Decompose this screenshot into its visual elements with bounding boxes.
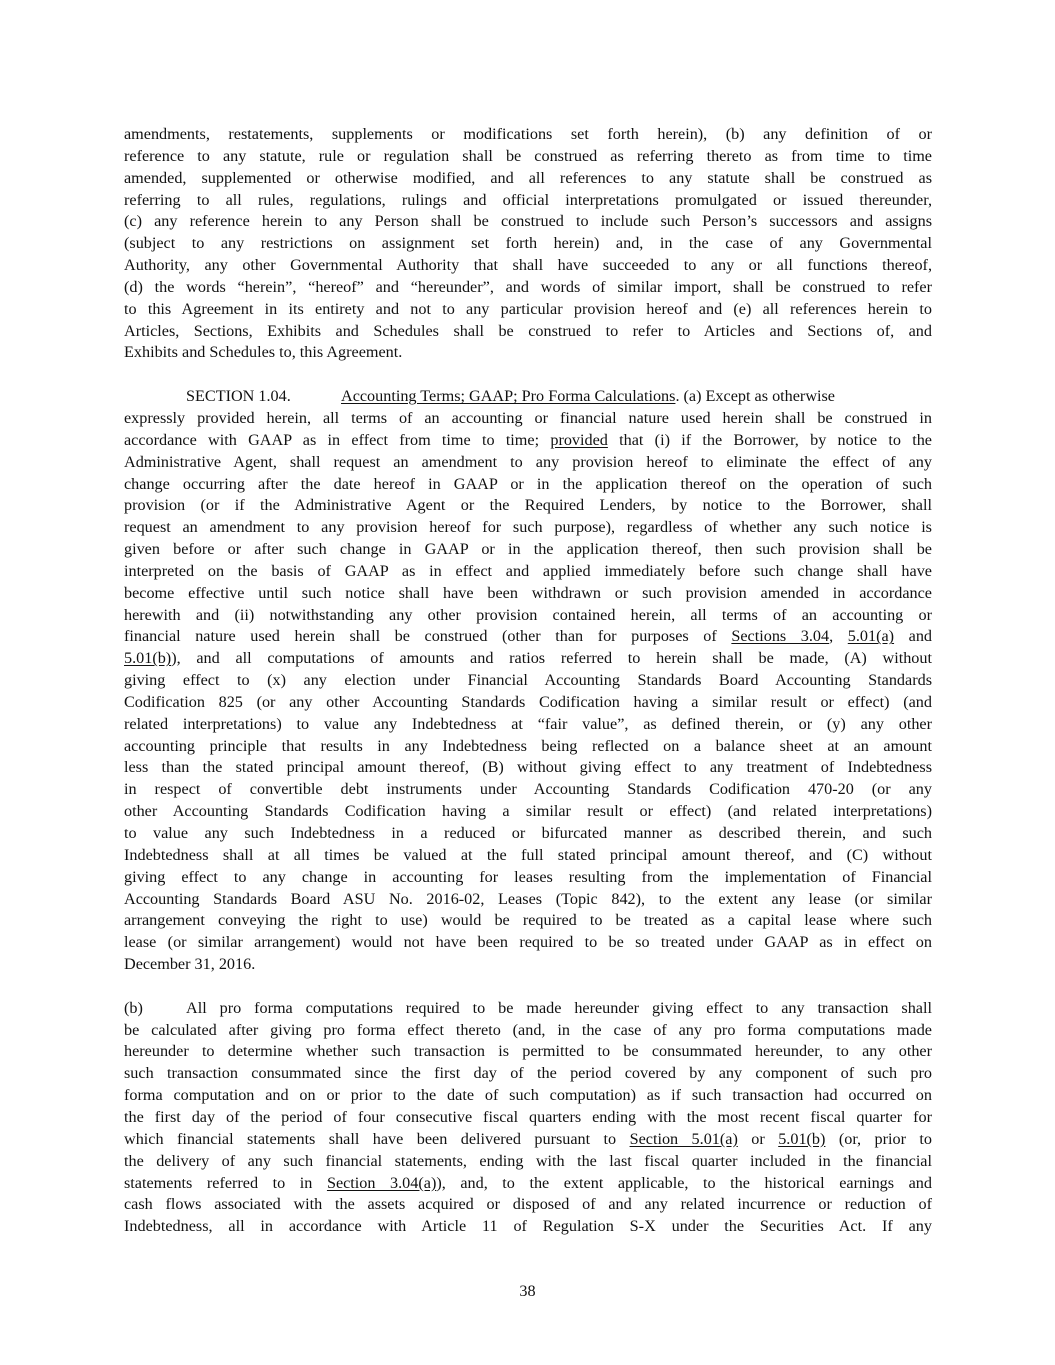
- text-line: [124, 626, 932, 648]
- text-line: amended, supplemented or otherwise modified, and all references to any statute shall be construed as: [124, 168, 932, 187]
- section-title: Accounting Terms; GAAP; Pro Forma Calculations: [341, 387, 676, 406]
- text-line: [124, 430, 932, 452]
- text-fragment: (or, prior to: [825, 1129, 933, 1148]
- text-line: to value any such Indebtedness in a reduced or bifurcated manner as described therein, and such: [124, 824, 932, 842]
- text-line: accounting principle that results in any Indebtedness being reflected on a balance sheet at an amount: [124, 736, 932, 755]
- text-line: arrangement conveying the right to use) would be required to be treated as a capital lease where such: [124, 911, 932, 930]
- link-5-01-b[interactable]: 5.01(b): [778, 1129, 826, 1148]
- text-line: cash flows associated with the assets acquired or disposed of and any related incurrence or reduction of: [124, 1195, 932, 1214]
- text-fragment: ,: [829, 627, 848, 646]
- text-line: Accounting Standards Board ASU No. 2016-02, Leases (Topic 842), to the extent any lease (or similar: [124, 889, 932, 908]
- text-line: interpreted on the basis of GAAP as in effect and applied immediately before such change shall have: [124, 561, 932, 580]
- paragraph-definitions-continued: [124, 124, 932, 364]
- text-line: change occurring after the date hereof in GAAP or in the application thereof on the operation of such: [124, 474, 932, 493]
- text-line: Indebtedness shall at all times be valued at the full stated principal amount thereof, and (C) without: [124, 845, 932, 864]
- text-line: Articles, Sections, Exhibits and Schedules shall be construed to refer to Articles and Sections of, and: [124, 321, 932, 340]
- text-line: provision (or if the Administrative Agent or the Required Lenders, by notice to the Borrower, shall: [124, 496, 932, 515]
- text-line: lease (or similar arrangement) would not have been required to be so treated under GAAP as in effect on: [124, 933, 932, 952]
- paragraph-b: [124, 998, 932, 1238]
- text-fragment: which financial statements shall have been delivered pursuant to: [124, 1129, 630, 1148]
- section-number: SECTION 1.04.: [186, 387, 291, 406]
- text-line: become effective until such notice shall have been withdrawn or such provision amended in accordance: [124, 583, 932, 602]
- text-line: in respect of convertible debt instruments under Accounting Standards Codification 470-20 (or any: [124, 780, 932, 799]
- text-line: giving effect to (x) any election under Financial Accounting Standards Board Accounting Standards: [124, 671, 932, 690]
- text-fragment: ), and all computations of amounts and ratios referred to herein shall be made, (A) without: [171, 649, 932, 668]
- text-fragment: ), and, to the extent applicable, to the historical earnings and: [436, 1173, 932, 1192]
- text-line: related interpretations) to value any Indebtedness at “fair value”, as defined therein, or (y) any other: [124, 714, 932, 733]
- clause-label: (b): [124, 998, 143, 1017]
- text-line: forma computation and on or prior to the date of such computation) as if such transaction had occurred on: [124, 1086, 932, 1105]
- text-line: Authority, any other Governmental Authority that shall have succeeded to any or all functions thereof,: [124, 256, 932, 275]
- link-sections-3-04[interactable]: Sections 3.04: [731, 627, 830, 646]
- text-line: (d) the words “herein”, “hereof” and “hereunder”, and words of similar import, shall be construed to refer: [124, 277, 932, 296]
- text-fragment: statements referred to in: [124, 1173, 327, 1192]
- text-line: December 31, 2016.: [124, 955, 256, 974]
- text-line: [124, 998, 932, 1020]
- page-number: 38: [519, 1282, 536, 1300]
- section-1-04: [124, 386, 932, 976]
- text-line: [124, 648, 932, 670]
- text-fragment: and: [894, 627, 933, 646]
- text-fragment: financial nature used herein shall be construed (other than for purposes of: [124, 627, 732, 646]
- paragraph-gap: [124, 976, 932, 998]
- text-line: giving effect to any change in accounting for leases resulting from the implementation of Financial: [124, 867, 932, 886]
- paragraph-gap: [124, 364, 932, 386]
- link-5-01-b[interactable]: 5.01(b): [124, 649, 172, 668]
- text-line: the first day of the period of four consecutive fiscal quarters ending with the most recent fiscal quarter for: [124, 1107, 932, 1126]
- text-fragment: accordance with GAAP as in effect from time to time;: [124, 430, 551, 449]
- text-line: to this Agreement in its entirety and not to any particular provision hereof and (e) all references herein to: [124, 299, 932, 318]
- text-line: other Accounting Standards Codification having a similar result or effect) (and related interpretations): [124, 802, 932, 821]
- link-section-3-04-a[interactable]: Section 3.04(a): [326, 1173, 437, 1192]
- section-intro: . (a) Except as otherwise: [675, 387, 835, 406]
- text-line: herewith and (ii) notwithstanding any other provision contained herein, all terms of an accounting or: [124, 605, 932, 624]
- provided-term: provided: [550, 430, 608, 449]
- text-line: reference to any statute, rule or regulation shall be construed as referring thereto as from time to time: [124, 146, 932, 165]
- section-heading-line: [124, 386, 932, 408]
- text-line: referring to all rules, regulations, rulings and official interpretations promulgated or issued thereunder,: [124, 190, 932, 209]
- link-section-5-01-a[interactable]: Section 5.01(a): [629, 1129, 738, 1148]
- text-line: Indebtedness, all in accordance with Article 11 of Regulation S-X under the Securities Act. If any: [124, 1217, 932, 1236]
- text-line: [124, 1129, 932, 1151]
- text-line: [124, 1173, 932, 1195]
- text-line: given before or after such change in GAAP or in the application thereof, then such provision shall be: [124, 540, 932, 559]
- link-5-01-a[interactable]: 5.01(a): [847, 627, 895, 646]
- document-page: [124, 124, 932, 1238]
- text-line: the delivery of any such financial statements, ending with the last fiscal quarter included in the financial: [124, 1151, 932, 1170]
- text-line: request an amendment to any provision hereof for such purpose), regardless of whether any such notice is: [124, 518, 932, 537]
- text-fragment: All pro forma computations required to be made hereunder giving effect to any transaction shall: [186, 998, 932, 1017]
- text-line: (subject to any restrictions on assignment set forth herein) and, in the case of any Governmental: [124, 234, 932, 253]
- text-line: Exhibits and Schedules to, this Agreement.: [124, 343, 403, 362]
- text-line: (c) any reference herein to any Person shall be construed to include such Person’s successors and assigns: [124, 212, 932, 231]
- text-fragment: or: [737, 1129, 779, 1148]
- text-line: be calculated after giving pro forma effect thereto (and, in the case of any pro forma computations made: [124, 1020, 932, 1039]
- text-line: expressly provided herein, all terms of an accounting or financial nature used herein shall be construed in: [124, 408, 932, 427]
- text-line: Administrative Agent, shall request an amendment to any provision hereof to eliminate the effect of any: [124, 452, 932, 471]
- text-fragment: that (i) if the Borrower, by notice to the: [607, 430, 932, 449]
- text-line: hereunder to determine whether such transaction is permitted to be consummated hereunder, to any other: [124, 1042, 932, 1061]
- text-line: amendments, restatements, supplements or modifications set forth herein), (b) any definition of or: [124, 125, 932, 143]
- text-line: Codification 825 (or any other Accounting Standards Codification having a similar result or effect) (and: [124, 692, 932, 711]
- text-line: such transaction consummated since the first day of the period covered by any component of such pro: [124, 1064, 932, 1083]
- text-line: less than the stated principal amount thereof, (B) without giving effect to any treatment of Indebtedness: [124, 758, 932, 777]
